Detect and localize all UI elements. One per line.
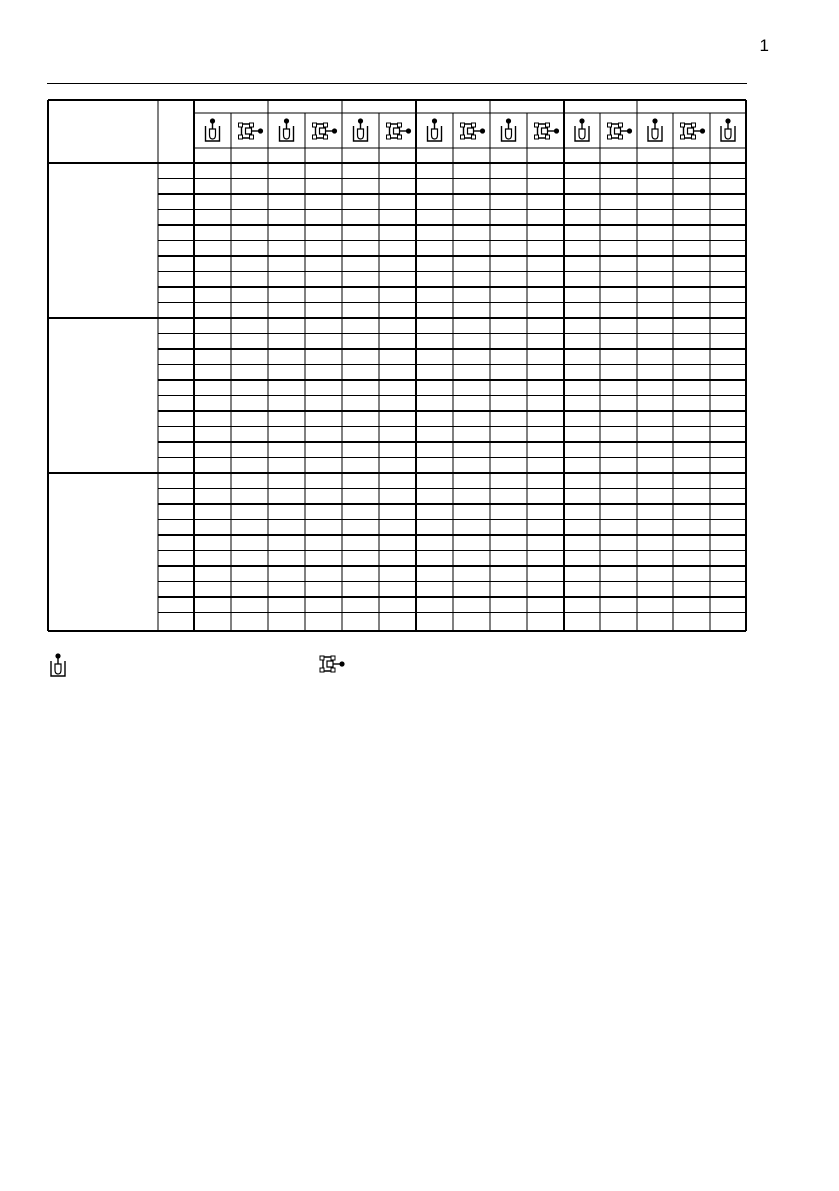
vertical-arm-icon <box>721 118 735 141</box>
vertical-arm-icon <box>280 118 294 141</box>
legend-vertical-arm-icon <box>46 652 70 685</box>
vertical-arm-icon <box>206 118 220 141</box>
page-number: 1 <box>759 36 769 55</box>
vertical-arm-icon <box>575 118 589 141</box>
horizontal-arm-icon <box>535 123 560 139</box>
horizontal-arm-icon <box>239 123 264 139</box>
horizontal-arm-icon <box>461 123 486 139</box>
horizontal-arm-icon <box>608 123 633 139</box>
vertical-arm-icon <box>428 118 442 141</box>
vertical-arm-icon <box>648 118 662 141</box>
legend-horizontal-arm-icon <box>318 653 352 680</box>
horizontal-arm-icon <box>313 123 338 139</box>
vertical-arm-icon <box>502 118 516 141</box>
horizontal-arm-icon <box>387 123 412 139</box>
horizontal-arm-icon <box>681 123 706 139</box>
vertical-arm-icon <box>354 118 368 141</box>
